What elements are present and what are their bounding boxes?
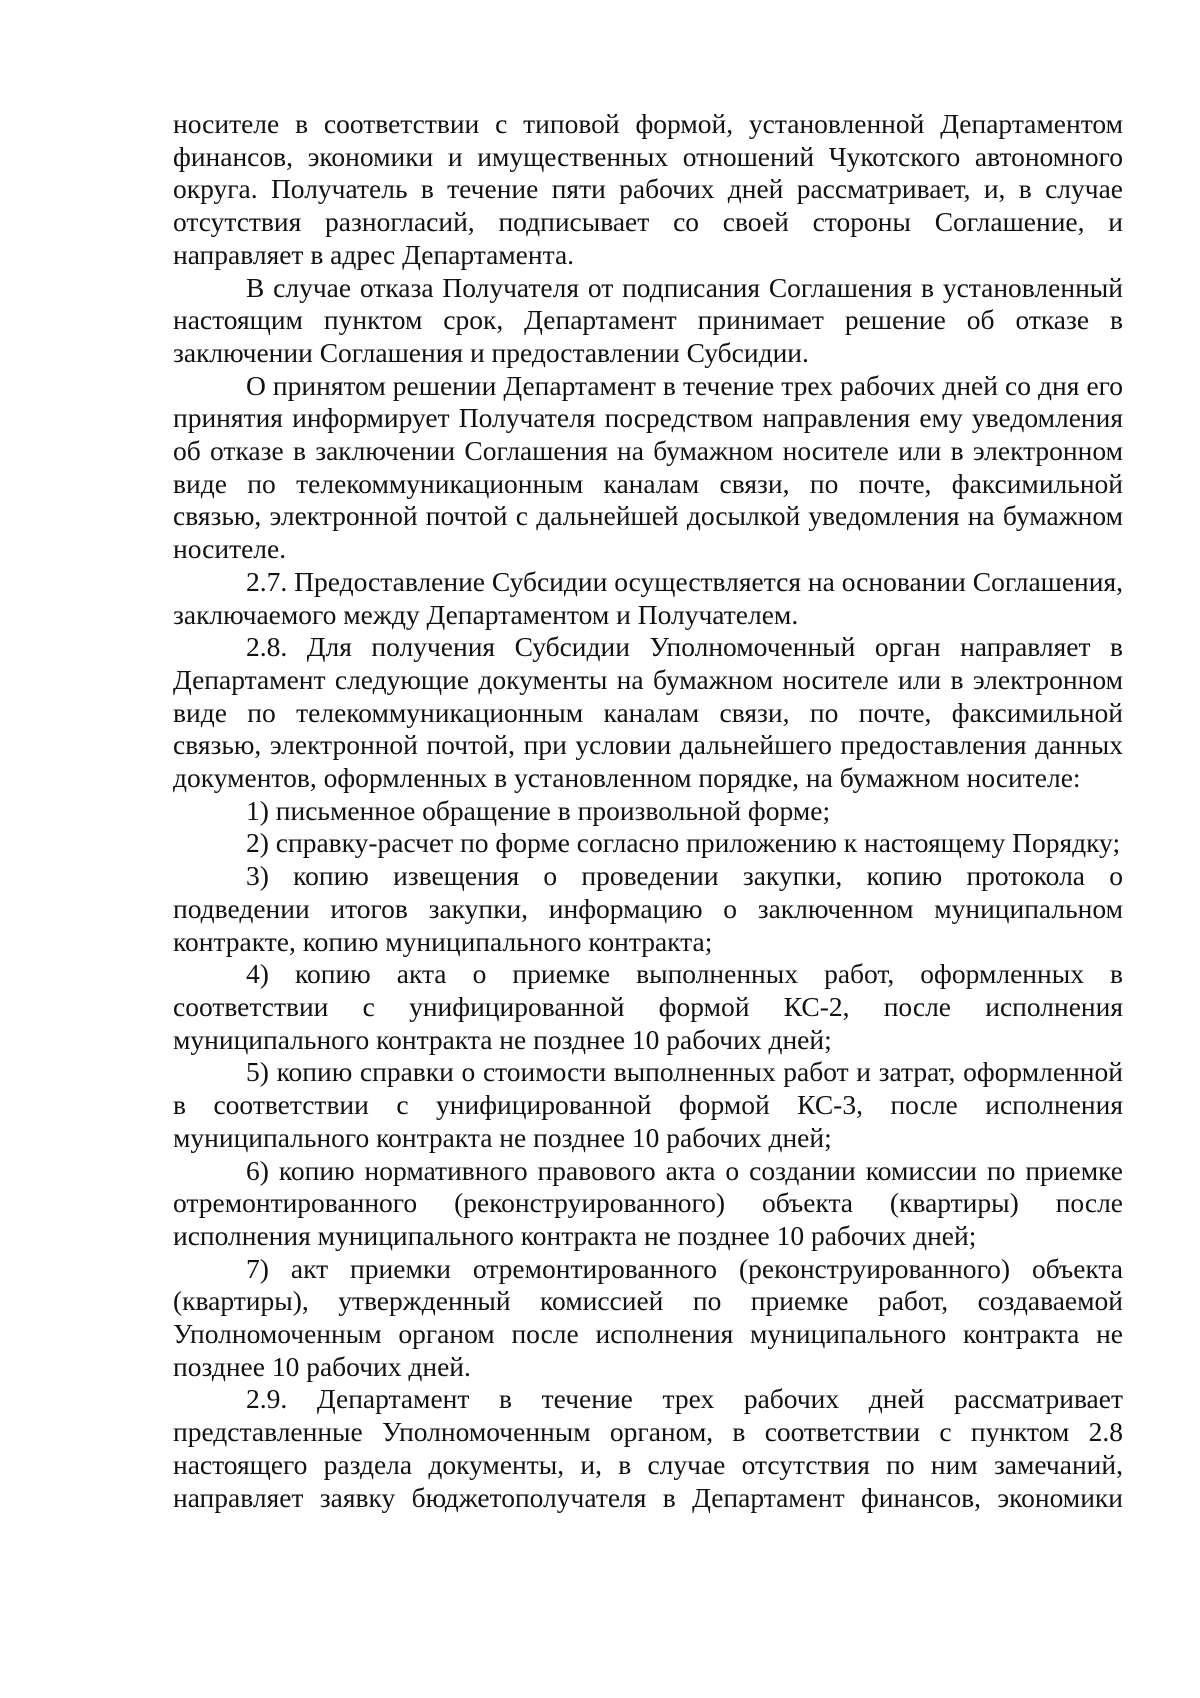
- paragraph-refusal-signing: В случае отказа Получателя от подписания Соглашения в установленный настоящим пунктом срок, Департамент принимает решение об отказе в заключении Соглашения и предоставлении Субсидии.: [173, 271, 1123, 368]
- list-item-3: 3) копию извещения о проведении закупки, копию протокола о подведении итогов закупки, информацию о заключенном муниципальном контракте, копию муниципального контракта;: [173, 860, 1123, 957]
- list-item-7: 7) акт приемки отремонтированного (реконструированного) объекта (квартиры), утвержденный комиссией по приемке работ, создаваемой Уполномоченным органом после исполнения муниципального контракта не позднее 10 рабочих дней.: [173, 1252, 1123, 1382]
- list-item-4: 4) копию акта о приемке выполненных работ, оформленных в соответствии с унифицированной формой КС-2, после исполнения муниципального контракта не позднее 10 рабочих дней;: [173, 958, 1123, 1055]
- paragraph-2-7: 2.7. Предоставление Субсидии осуществляется на основании Соглашения, заключаемого между Департаментом и Получателем.: [173, 565, 1123, 630]
- paragraph-agreement-form: носителе в соответствии с типовой формой, установленной Департаментом финансов, экономики и имущественных отношений Чукотского автономного округа. Получатель в течение пяти рабочих дней рассматривает, и, в случае отсутствия разногласий, подписывает со своей стороны Соглашение, и направляет в адрес Департамента.: [173, 108, 1123, 270]
- list-item-6: 6) копию нормативного правового акта о создании комиссии по приемке отремонтированного (реконструированного) объекта (квартиры) после исполнения муниципального контракта не позднее 10 рабочих дней;: [173, 1154, 1123, 1251]
- paragraph-refusal-notification: О принятом решении Департамент в течение трех рабочих дней со дня его принятия информирует Получателя посредством направления ему уведомления об отказе в заключении Соглашения на бумажном носителе или в электронном виде по телекоммуникационным каналам связи, по почте, факсимильной связью, электронной почтой с дальнейшей досылкой уведомления на бумажном носителе.: [173, 369, 1123, 565]
- document-page: [173, 108, 1123, 1514]
- list-item-1: 1) письменное обращение в произвольной форме;: [246, 794, 831, 826]
- paragraph-2-9: 2.9. Департамент в течение трех рабочих дней рассматривает представленные Уполномоченным органом, в соответствии с пунктом 2.8 настоящего раздела документы, и, в случае отсутствия по ним замечаний, направляет заявку бюджетополучателя в Департамент финансов, экономики: [173, 1383, 1123, 1513]
- list-item-2: 2) справку-расчет по форме согласно приложению к настоящему Порядку;: [246, 827, 1121, 859]
- list-item-5: 5) копию справки о стоимости выполненных работ и затрат, оформленной в соответствии с унифицированной формой КС-3, после исполнения муниципального контракта не позднее 10 рабочих дней;: [173, 1056, 1123, 1153]
- paragraph-2-8: 2.8. Для получения Субсидии Уполномоченный орган направляет в Департамент следующие документы на бумажном носителе или в электронном виде по телекоммуникационным каналам связи, по почте, факсимильной связью, электронной почтой, при условии дальнейшего предоставления данных документов, оформленных в установленном порядке, на бумажном носителе:: [173, 631, 1123, 794]
